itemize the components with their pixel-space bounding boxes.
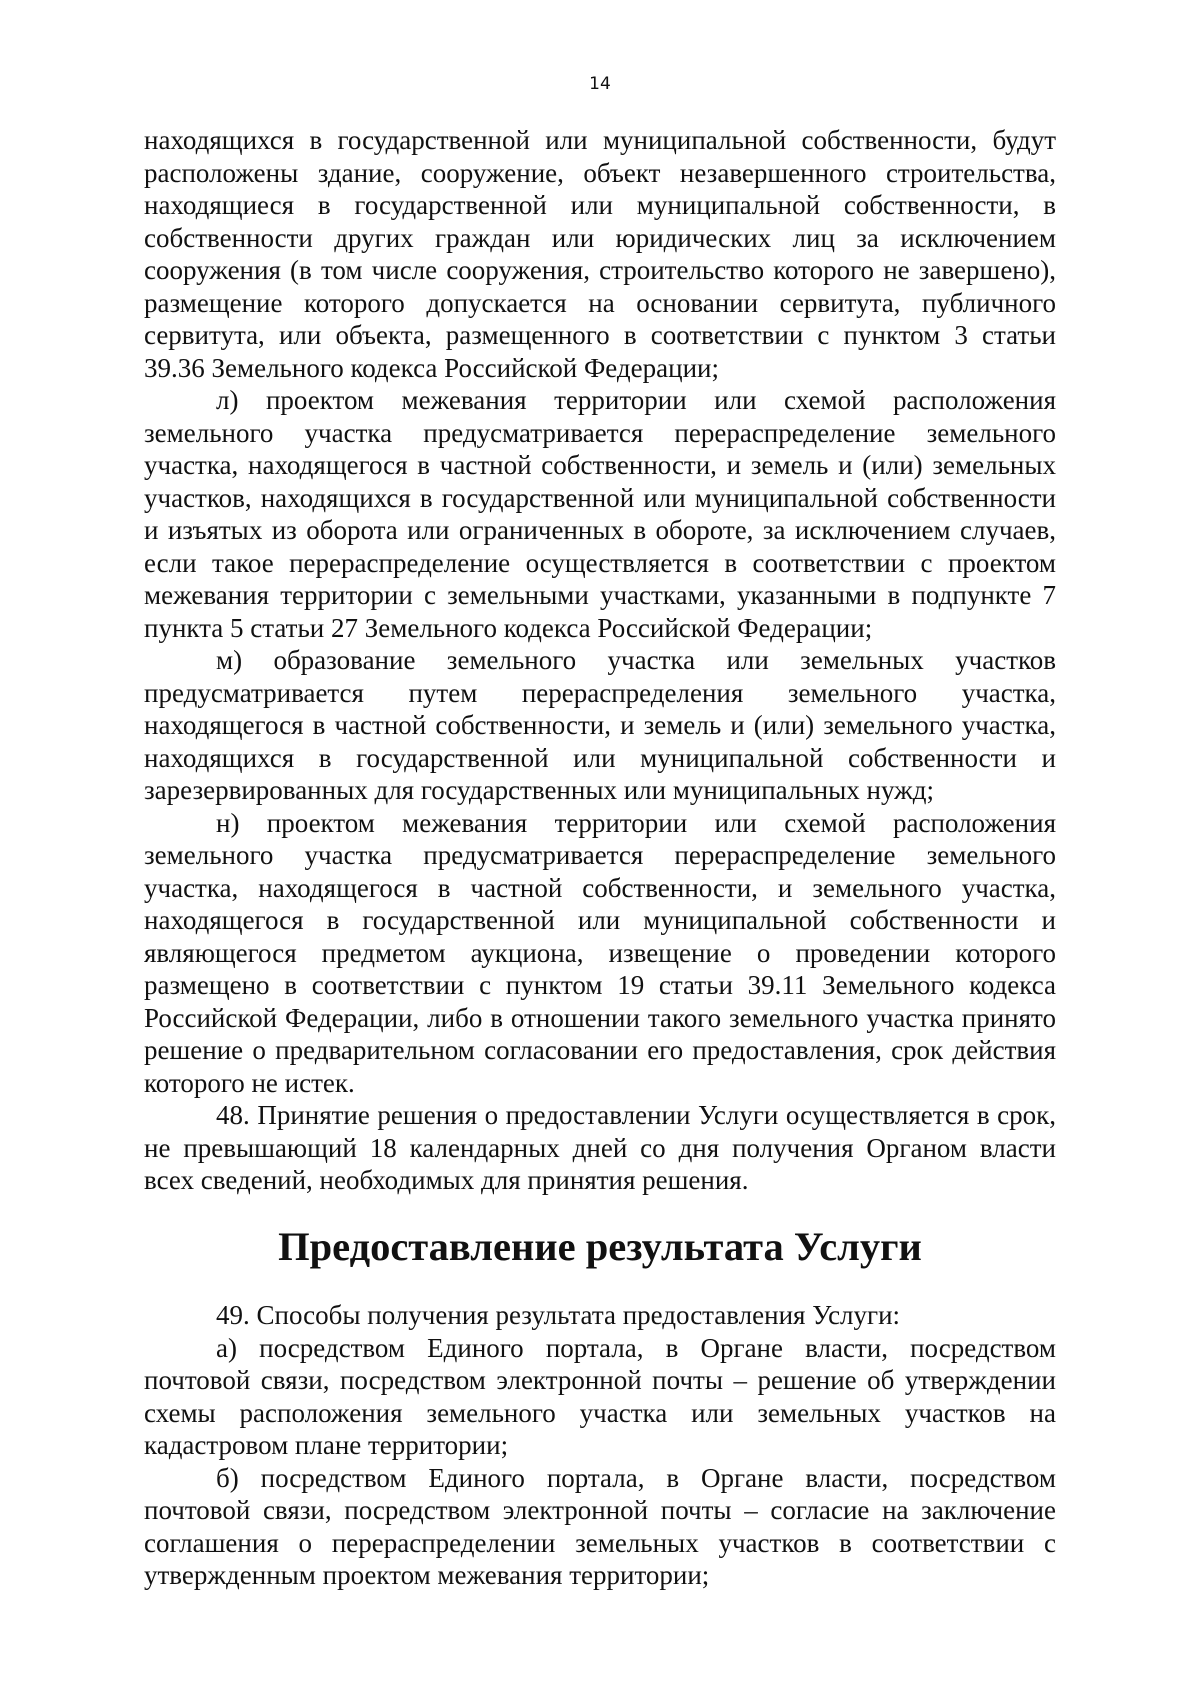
page-number: 14 xyxy=(589,74,611,94)
paragraph-item-m: м) образование земельного участка или земельных участков предусматривается путем перераспределения земельного участка, находящегося в частной собственности, и земель и (или) земельного участка, находящихся в государственной или муниципальной собственности и зарезервированных для государственных или муниципальных нужд; xyxy=(144,645,1056,805)
paragraph-item-l: л) проектом межевания территории или схемой расположения земельного участка предусматривается перераспределение земельного участка, находящегося в частной собственности, и земель и (или) земельных участков, находящихся в государственной или муниципальной собственности и изъятых из оборота или ограниченных в обороте, за исключением случаев, если такое перераспределение осуществляется в соответствии с проектом межевания территории с земельными участками, указанными в подпункте 7 пункта 5 статьи 27 Земельного кодекса Российской Федерации; xyxy=(144,385,1056,643)
paragraph-49: 49. Способы получения результата предоставления Услуги: xyxy=(216,1300,901,1330)
document-body xyxy=(144,124,1056,1592)
paragraph-49-a: а) посредством Единого портала, в Органе власти, посредством почтовой связи, посредством электронной почты – решение об утверждении схемы расположения земельного участка или земельных участков на кадастровом плане территории; xyxy=(144,1332,1056,1460)
paragraph-continuation: находящихся в государственной или муниципальной собственности, будут расположены здание, сооружение, объект незавершенного строительства, находящиеся в государственной или муниципальной собственности, в собственности других граждан или юридических лиц за исключением сооружения (в том числе сооружения, строительство которого не завершено), размещение которого допускается на основании сервитута, публичного сервитута, или объекта, размещенного в соответствии с пунктом 3 статьи 39.36 Земельного кодекса Российской Федерации; xyxy=(144,125,1056,383)
section-heading: Предоставление результата Услуги xyxy=(278,1223,922,1269)
paragraph-49-b: б) посредством Единого портала, в Органе власти, посредством почтовой связи, посредством электронной почты – согласие на заключение соглашения о перераспределении земельных участков в соответствии с утвержденным проектом межевания территории; xyxy=(144,1462,1056,1590)
paragraph-item-n: н) проектом межевания территории или схемой расположения земельного участка предусматривается перераспределение земельного участка, находящегося в частной собственности, и земельного участка, находящегося в государственной или муниципальной собственности и являющегося предметом аукциона, извещение о проведении которого размещено в соответствии с пунктом 19 статьи 39.11 Земельного кодекса Российской Федерации, либо в отношении такого земельного участка принято решение о предварительном согласовании его предоставления, срок действия которого не истек. xyxy=(144,807,1056,1098)
paragraph-48: 48. Принятие решения о предоставлении Услуги осуществляется в срок, не превышающий 18 календарных дней со дня получения Органом власти всех сведений, необходимых для принятия решения. xyxy=(144,1100,1056,1195)
